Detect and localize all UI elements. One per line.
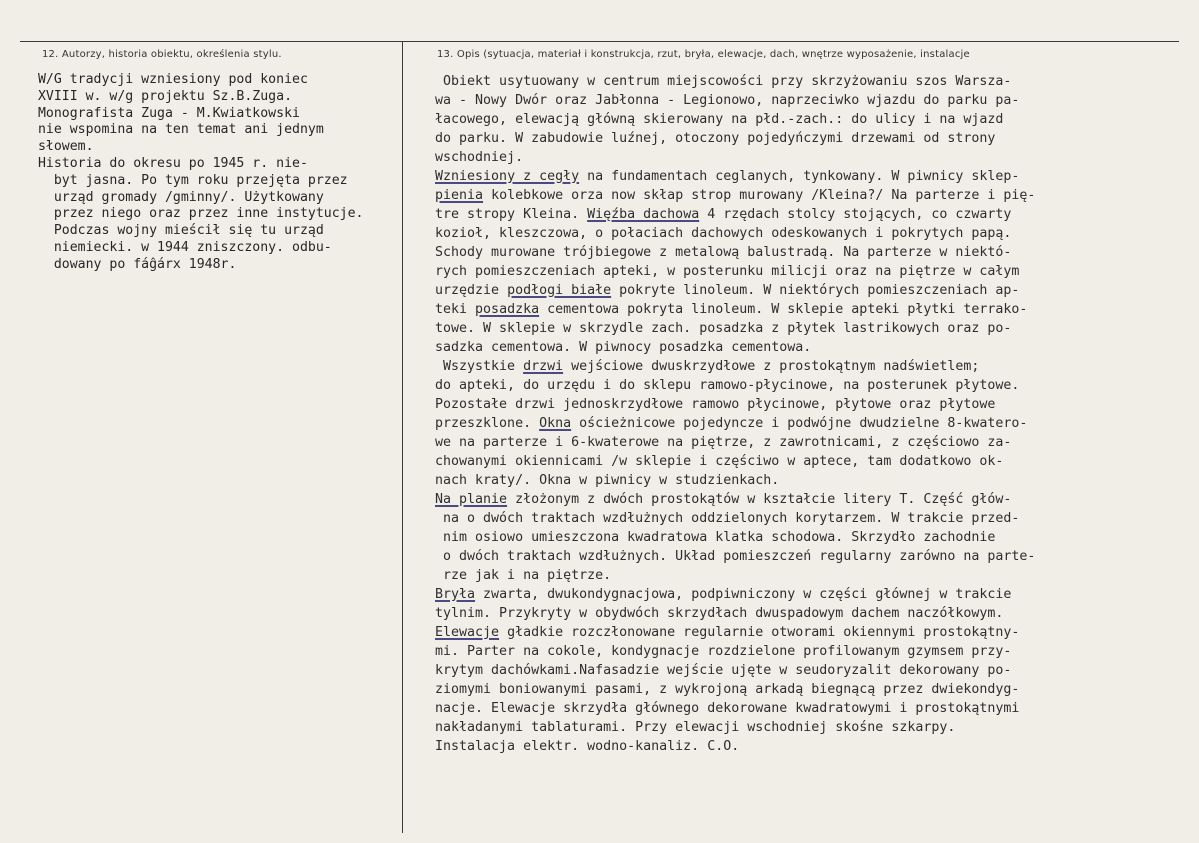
description-line: Schody murowane trójbiegowe z metalową balustradą. Na parterze w niektó- — [419, 245, 1012, 260]
description-line: nacje. Elewacje skrzydła głównego dekorowane kwadratowymi i prostokątnymi — [419, 701, 1020, 716]
description-line: do apteki, do urzędu i do sklepu ramowo-płycinowe, na posterunek płytowe. — [419, 378, 1020, 393]
description-line: Instalacja elektr. wodno-kanaliz. C.O. — [419, 739, 740, 754]
underlined-keyword: posadzka — [475, 302, 540, 317]
description-line: rych pomieszczeniach apteki, w posterunku milicji oraz na piętrze w całym — [419, 264, 1020, 279]
history-line: dowany po fáĝárx 1948r. — [30, 256, 237, 272]
description-line: przeszklone. Okna ościeżnicowe pojedyncze i podwójne dwudzielne 8-kwatero- — [419, 416, 1028, 431]
history-line: nie wspomina na ten temat ani jednym — [30, 122, 324, 138]
description-line: Bryła zwarta, dwukondygnacjowa, podpiwniczony w części głównej w trakcie — [435, 587, 1012, 602]
description-line: nakładanymi tablaturami. Przy elewacji wschodniej skośne szkarpy. — [419, 720, 956, 735]
description-line: urzędzie podłogi białe pokryte linoleum. W niektórych pomieszczeniach ap- — [419, 283, 1020, 298]
underlined-keyword: Okna — [539, 416, 572, 431]
history-line: byt jasna. Po tym roku przejęta przez — [30, 172, 348, 188]
description-line: o dwóch traktach wzdłużnych. Układ pomieszczeń regularny zarówno na parte- — [419, 549, 1036, 564]
description-line: Elewacje gładkie rozczłonowane regularnie otworami okiennymi prostokątny- — [435, 625, 1020, 640]
underlined-keyword: podłogi białe — [507, 283, 612, 298]
description-line: łacowego, elewacją główną skierowany na płd.-zach.: do ulicy i na wjazd — [419, 112, 1004, 127]
description-line: Na planie złożonym z dwóch prostokątów w kształcie litery T. Część głów- — [435, 492, 1012, 507]
description-line: na o dwóch traktach wzdłużnych oddzielonych korytarzem. W trakcie przed- — [419, 511, 1020, 526]
history-line: niemiecki. w 1944 zniszczony. odbu- — [30, 239, 332, 255]
description-line: pienia kolebkowe orza now skłap strop murowany /Kleina?/ Na parterze i pię- — [435, 188, 1036, 203]
description-line: teki posadzka cementowa pokryta linoleum. W sklepie apteki płytki terrako- — [419, 302, 1028, 317]
underlined-keyword: Elewacje — [435, 625, 500, 640]
description-line: krytym dachówkami.Nafasadzie wejście ujęte w seudoryzalit dekorowany po- — [419, 663, 1012, 678]
history-text-column — [30, 72, 402, 274]
history-line: Podczas wojny mieścił się tu urząd — [30, 223, 324, 239]
description-line: Wszystkie drzwi wejściowe dwuskrzydłowe z prostokątnym nadświetlem; — [419, 359, 980, 374]
description-line: Wzniesiony z cegły na fundamentach ceglanych, tynkowany. W piwnicy sklep- — [435, 169, 1020, 184]
history-line: W/G tradycji wzniesiony pod koniec — [30, 72, 308, 87]
description-line: ziomymi boniowanymi pasami, z wykrojoną arkadą biegnącą przez dwiekondyg- — [419, 682, 1020, 697]
top-divider — [20, 41, 1179, 42]
history-line: słowem. — [30, 139, 94, 155]
history-line: Monografista Zuga - M.Kwiatkowski — [30, 105, 300, 121]
description-line: Obiekt usytuowany w centrum miejscowości przy skrzyżowaniu szos Warsza- — [419, 74, 1012, 89]
section-13-heading: 13. Opis (sytuacja, materiał i konstrukcja, rzut, bryła, elewacje, dach, wnętrze wyposażenie, instalacje — [437, 49, 970, 60]
underlined-keyword: Wzniesiony z cegły — [435, 169, 580, 184]
description-line: mi. Parter na cokole, kondygnacje rozdzielone profilowanym gzymsem przy- — [419, 644, 1012, 659]
underlined-keyword: Bryła — [435, 587, 476, 602]
description-line: towe. W sklepie w skrzydle zach. posadzka z płytek lastrikowych oraz po- — [419, 321, 1012, 336]
description-line: nach kraty/. Okna w piwnicy w studzienkach. — [419, 473, 780, 488]
description-line: chowanymi okiennicami /w sklepie i częściwo w aptece, tam dodatkowo ok- — [419, 454, 1004, 469]
description-line: wa - Nowy Dwór oraz Jabłonna - Legionowo, naprzeciwko wjazdu do parku pa- — [419, 93, 1020, 108]
description-line: kozioł, kleszczowa, o połaciach dachowych odeskowanych i pokrytych papą. — [419, 226, 1012, 241]
description-line: rze jak i na piętrze. — [419, 568, 612, 583]
description-line: tylnim. Przykryty w obydwóch skrzydłach dwuspadowym dachem naczółkowym. — [419, 606, 1004, 621]
description-line: wschodniej. — [419, 150, 524, 165]
history-line: przez niego oraz przez inne instytucje. — [30, 206, 364, 222]
history-line: urząd gromady /gminny/. Użytkowany — [30, 189, 324, 205]
column-divider — [402, 41, 403, 833]
underlined-keyword: drzwi — [523, 359, 564, 374]
history-line: XVIII w. w/g projektu Sz.B.Zuga. — [30, 88, 293, 104]
description-line: do parku. W zabudowie luźnej, otoczony pojedyńczymi drzewami od strony — [419, 131, 996, 146]
underlined-keyword: Więźba dachowa — [587, 207, 700, 222]
description-line: Pozostałe drzwi jednoskrzydłowe ramowo płycinowe, płytowe oraz płytowe — [419, 397, 996, 412]
description-text-column — [419, 72, 1179, 756]
history-line: Historia do okresu po 1945 r. nie- — [30, 155, 308, 171]
underlined-keyword: pienia — [435, 188, 484, 203]
description-line: tre stropy Kleina. Więźba dachowa 4 rzędach stolcy stojących, co czwarty — [419, 207, 1012, 222]
description-line: sadzka cementowa. W piwnocy posadzka cementowa. — [419, 340, 812, 355]
description-line: we na parterze i 6-kwaterowe na piętrze, z zawrotnicami, z częściowo za- — [419, 435, 1012, 450]
underlined-keyword: Na planie — [435, 492, 508, 507]
description-line: nim osiowo umieszczona kwadratowa klatka schodowa. Skrzydło zachodnie — [419, 530, 996, 545]
section-12-heading: 12. Autorzy, historia obiektu, określenia stylu. — [42, 49, 282, 60]
